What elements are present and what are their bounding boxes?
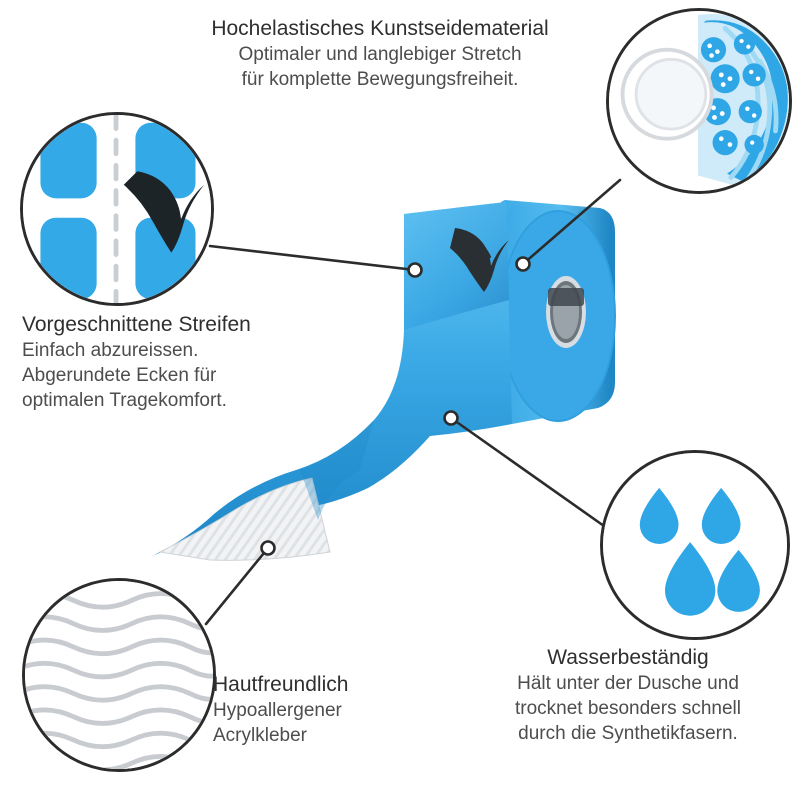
callout-skin-line-2: Acrylkleber	[213, 725, 307, 747]
water-drops-icon	[600, 450, 790, 640]
callout-stretch-line-1: Optimaler und langlebiger Stretch	[238, 44, 522, 66]
callout-stretch-line-2: für komplette Bewegungsfreiheit.	[241, 69, 519, 91]
anchor-dot-skin	[262, 542, 275, 555]
callout-strips-title: Vorgeschnittene Streifen	[22, 313, 251, 336]
callout-skin-line-1: Hypoallergener	[213, 700, 342, 722]
fiber-weave-icon	[606, 8, 792, 194]
callout-strips-line-1: Einfach abzureissen.	[22, 340, 199, 362]
anchor-dot-strips	[409, 264, 422, 277]
callout-water-line-2: trocknet besonders schnell	[514, 698, 741, 720]
callout-skin	[213, 672, 473, 748]
precut-strips-icon	[20, 112, 214, 306]
callout-water-line-3: durch die Synthetikfasern.	[518, 723, 738, 745]
callout-water	[468, 645, 788, 746]
anchor-dot-water	[445, 412, 458, 425]
callout-strips-line-2: Abgerundete Ecken für	[22, 365, 217, 387]
anchor-dot-fiber	[517, 258, 530, 271]
callout-strips	[22, 312, 352, 413]
callout-strips-line-3: optimalen Tragekomfort.	[22, 390, 227, 412]
callout-skin-title: Hautfreundlich	[213, 673, 349, 696]
wave-pattern-icon	[22, 578, 216, 772]
callout-water-line-1: Hält unter der Dusche und	[517, 673, 739, 695]
callout-stretch-title: Hochelastisches Kunstseidematerial	[211, 17, 549, 40]
callout-water-title: Wasserbeständig	[547, 646, 709, 669]
callout-stretch	[170, 16, 590, 92]
